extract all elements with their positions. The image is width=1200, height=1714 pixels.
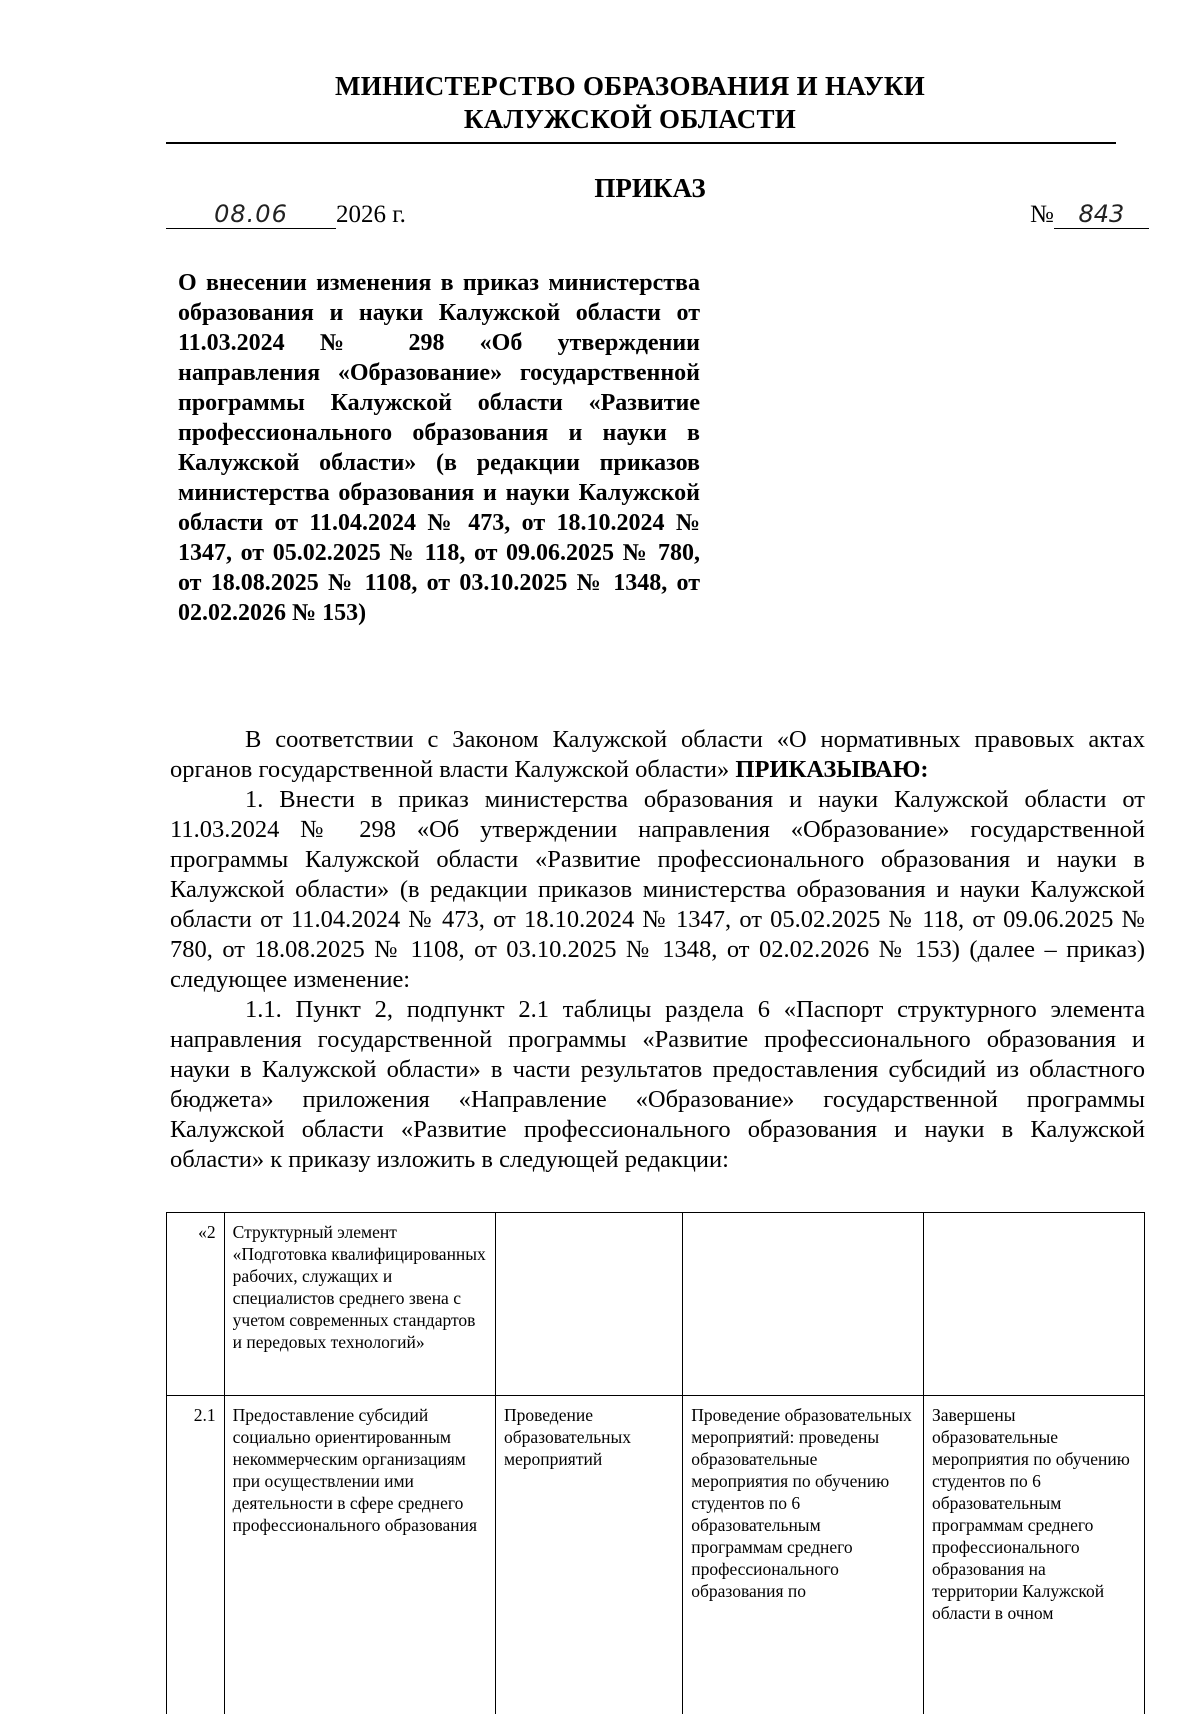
row-number: 2.1 (167, 1396, 225, 1714)
order-subject: О внесении изменения в приказ министерства образования и науки Калужской области от 11.03.2024 № 298 «Об утверждении направления «Образование» государственной программы Калужской области «Развитие профессионального образования и науки в Калужской области» (в редакции приказов министерства образования и науки Калужской области от 11.04.2024 № 473, от 18.10.2024 № 1347, от 05.02.2025 № 118, от 09.06.2025 № 780, от 18.08.2025 № 1108, от 03.10.2025 № 1348, от 02.02.2026 № 153) (178, 268, 700, 628)
order-date (166, 200, 406, 229)
table-row (167, 1213, 1145, 1396)
intro-text: В соответствии с Законом Калужской области «О нормативных правовых актах органов государственной власти Калужской области» (170, 726, 1145, 783)
table-cell (683, 1213, 924, 1396)
result-name-cell: Проведение образовательных мероприятий (495, 1396, 682, 1714)
measure-cell: Предоставление субсидий социально ориентированным некоммерческим организациям при осуществлении ими деятельности в сфере среднего профессионального образования (224, 1396, 495, 1714)
order-title: ПРИКАЗ (560, 173, 740, 204)
ministry-header (150, 70, 1110, 136)
result-description-cell: Проведение образовательных мероприятий: проведены образовательные мероприятия по обучению студентов по 6 образовательным программам среднего профессионального образования по (683, 1396, 924, 1714)
structural-element-cell: Структурный элемент «Подготовка квалифицированных рабочих, служащих и специалистов среднего звена с учетом современных стандартов и передовых технологий» (224, 1213, 495, 1396)
order-year: 2026 г. (336, 201, 406, 228)
order-number (1030, 200, 1149, 229)
amendment-table (166, 1212, 1145, 1714)
header-divider (166, 142, 1116, 144)
order-word: ПРИКАЗЫВАЮ: (735, 756, 928, 783)
ministry-name-line2: КАЛУЖСКОЙ ОБЛАСТИ (150, 103, 1110, 136)
item-1-1: 1.1. Пункт 2, подпункт 2.1 таблицы раздела 6 «Паспорт структурного элемента направления государственной программы «Развитие профессионального образования и науки в Калужской области» в части результатов предоставления субсидий из областного бюджета» приложения «Направление «Образование» государственной программы Калужской области «Развитие профессионального образования и науки в Калужской области» к приказу изложить в следующей редакции: (170, 995, 1145, 1175)
item-1: 1. Внести в приказ министерства образования и науки Калужской области от 11.03.2024 № 298 «Об утверждении направления «Образование» государственной программы Калужской области «Развитие профессионального образования и науки в Калужской области» (в редакции приказов министерства образования и науки Калужской области от 11.04.2024 № 473, от 18.10.2024 № 1347, от 05.02.2025 № 118, от 09.06.2025 № 780, от 18.08.2025 № 1108, от 03.10.2025 № 1348, от 02.02.2026 № 153) (далее – приказ) следующее изменение: (170, 785, 1145, 995)
table-row (167, 1396, 1145, 1714)
order-body (170, 725, 1145, 1175)
intro-paragraph (170, 725, 1145, 785)
handwritten-number: 843 (1054, 200, 1149, 229)
handwritten-date: 08.06 (166, 200, 336, 229)
result-completion-cell: Завершены образовательные мероприятия по обучению студентов по 6 образовательным программам среднего профессионального образования на территории Калужской области в очном (923, 1396, 1144, 1714)
row-number: «2 (167, 1213, 225, 1396)
ministry-name-line1: МИНИСТЕРСТВО ОБРАЗОВАНИЯ И НАУКИ (150, 70, 1110, 103)
table-cell (923, 1213, 1144, 1396)
number-label: № (1030, 201, 1054, 228)
table-cell (495, 1213, 682, 1396)
